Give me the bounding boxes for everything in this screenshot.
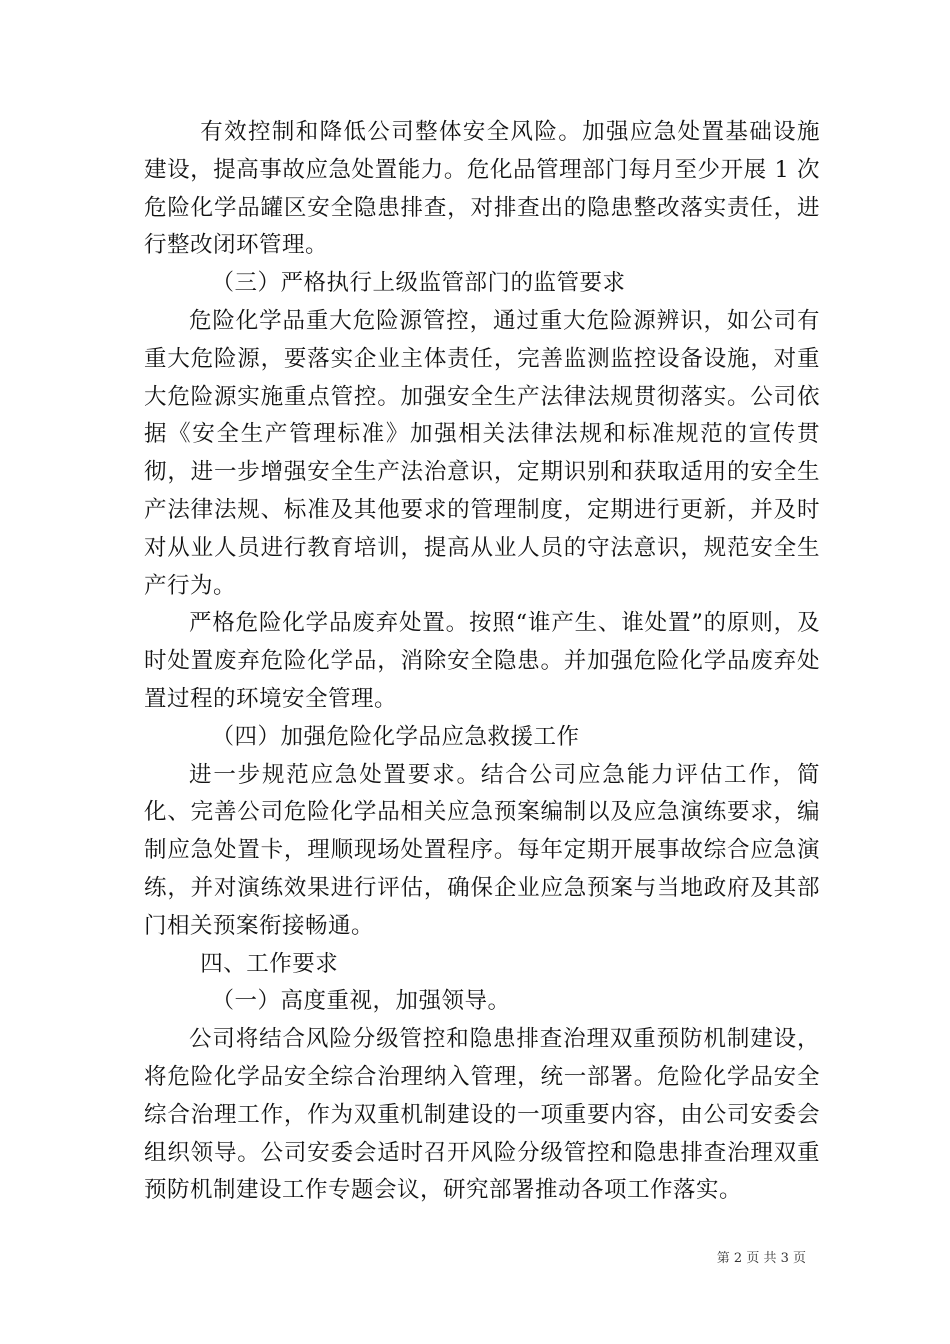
- document-body: [144, 114, 820, 1210]
- paragraph-risk-control: 有效控制和降低公司整体安全风险。加强应急处置基础设施建设，提高事故应急处置能力。危化品管理部门每月至少开展 1 次危险化学品罐区安全隐患排查，对排查出的隐患整改落实责任，进行整改闭环管理。: [144, 119, 820, 259]
- paragraph-emergency: 进一步规范应急处置要求。结合公司应急能力评估工作，简化、完善公司危险化学品相关应急预案编制以及应急演练要求，编制应急处置卡，理顺现场处置程序。每年定期开展事故综合应急演练，并对演练效果进行评估，确保企业应急预案与当地政府及其部门相关预案衔接畅通。: [144, 761, 820, 939]
- paragraph-hazard-source: 危险化学品重大危险源管控，通过重大危险源辨识，如公司有重大危险源，要落实企业主体责任，完善监测监控设备设施，对重大危险源实施重点管控。加强安全生产法律法规贯彻落实。公司依据《安全生产管理标准》加强相关法律法规和标准规范的宣传贯彻，进一步增强安全生产法治意识，定期识别和获取适用的安全生产法律法规、标准及其他要求的管理制度，定期进行更新，并及时对从业人员进行教育培训，提高从业人员的守法意识，规范安全生产行为。: [144, 307, 820, 599]
- paragraph-leadership: 公司将结合风险分级管控和隐患排查治理双重预防机制建设，将危险化学品安全综合治理纳入管理，统一部署。危险化学品安全综合治理工作，作为双重机制建设的一项重要内容，由公司安委会组织领导。公司安委会适时召开风险分级管控和隐患排查治理双重预防机制建设工作专题会议，研究部署推动各项工作落实。: [144, 1026, 820, 1204]
- subsection-heading-1: （一）高度重视，加强领导。: [211, 988, 511, 1015]
- section-heading-4: （四）加强危险化学品应急救援工作: [211, 723, 580, 750]
- page-number-footer: 第 2 页 共 3 页: [716, 1251, 806, 1266]
- section-heading-3: （三）严格执行上级监管部门的监管要求: [211, 270, 626, 297]
- paragraph-waste-disposal: 严格危险化学品废弃处置。按照“谁产生、谁处置”的原则，及时处置废弃危险化学品，消除安全隐患。并加强危险化学品废弃处置过程的环境安全管理。: [144, 610, 820, 712]
- chapter-heading-work-requirements: 四、工作要求: [200, 950, 339, 977]
